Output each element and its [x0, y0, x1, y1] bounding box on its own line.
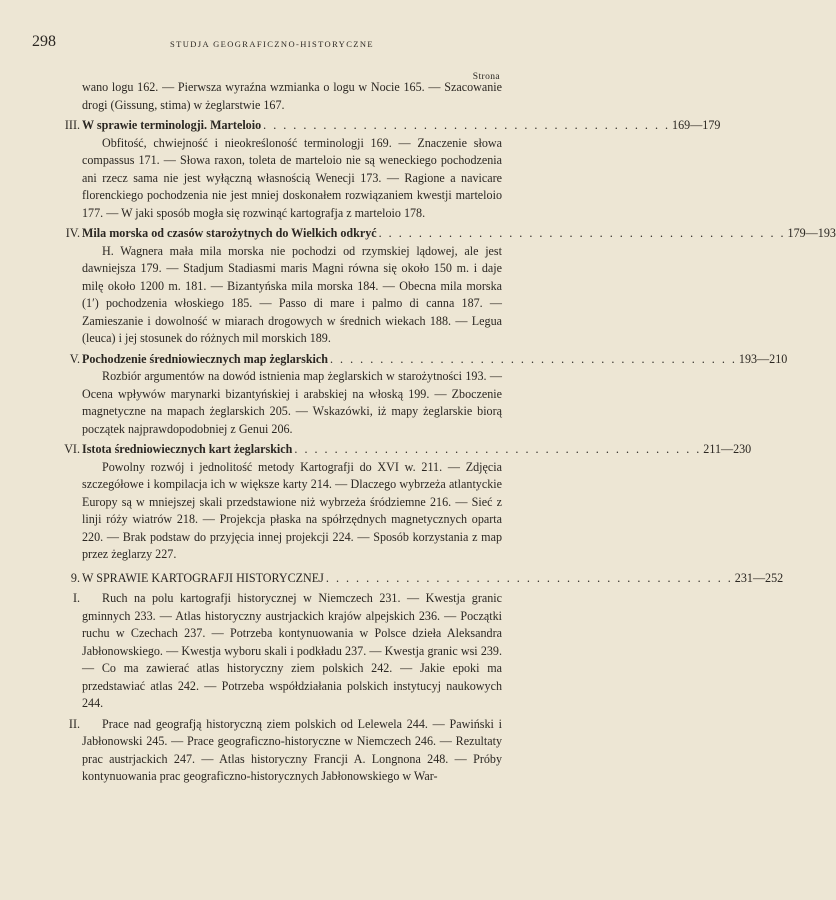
section-description: H. Wagnera mała mila morska nie pochodzi od rzymskiej lądowej, ale jest dawniejsza 179. — Stadjum Stadiasmi maris Magni równa się około 150 m. i daje milę około 1200 m. 181. — Bizantyńska mila morska 184. — Obecna mila morska (1′) pochodzenia włoskiego 185. — Passo di mare i palmo di canna 187. — Zamieszanie i dowolność w miarach drogowych w średnich wiekach 188. — Legua (leuca) i jej stosunek do różnych mil morskich 189.	[82, 243, 502, 345]
subsection-description: Prace nad geografją historyczną ziem polskich od Lelewela 244. — Pawiński i Jabłonowski 245. — Prace geograficzno-historyczne w Niemczech 246. — Rezultaty prac austrjackich 247. — Atlas historyczny Francji A. Longnona 248. — Próby kontynuowania prac geograficzno-historycznych Jabłonowskiego w War-	[82, 716, 502, 783]
section-number: VI.	[64, 442, 80, 456]
section-pages: 169—179	[672, 118, 721, 132]
section-pages: 211—230	[703, 442, 752, 456]
section-number: IV.	[65, 226, 80, 240]
section-number: V.	[69, 351, 80, 366]
section-title: Mila morska od czasów starożytnych do Wielkich odkryć	[82, 226, 377, 240]
leader-dots: . . . . . . . . . . . . . . . . . . . . . . . . . . . . . . . . . . . . . . . . .	[325, 570, 733, 585]
section-title: W sprawie terminologji. Marteloio	[82, 118, 262, 132]
chapter-number: 9.	[70, 570, 80, 585]
leader-dots: . . . . . . . . . . . . . . . . . . . . . . . . . . . . . . . . . . . . . . . . .	[378, 226, 786, 240]
section-description: Rozbiór argumentów na dowód istnienia map żeglarskich w starożytności 193. — Ocena wpływów marynarki bizantyńskiej i arabskiej na włoską 199. — Zboczenie magnetyczne na mapach żeglarskich 205. — Wskazówki, iż mapy żeglarskie biorą początek najprawdopodobniej z Genui 206.	[82, 369, 502, 436]
leader-dots: . . . . . . . . . . . . . . . . . . . . . . . . . . . . . . . . . . . . . . . . .	[294, 442, 702, 456]
leader-dots: . . . . . . . . . . . . . . . . . . . . . . . . . . . . . . . . . . . . . . . . .	[330, 351, 737, 366]
running-title: STUDJA GEOGRAFICZNO-HISTORYCZNE	[169, 39, 375, 49]
toc-section-iii	[52, 117, 721, 222]
subsection-number: II.	[68, 716, 80, 731]
section-description: Obfitość, chwiejność i nieokreśloność terminologji 169. — Znaczenie słowa compassus 171. — Słowa raxon, toleta de marteloio nie są weneckiego pochodzenia ani rzecz sama nie jest wyłączną własnością Wenecji 173. — Ragione a navicare florenckiego pochodzenia nie jest mniej doskonałem rozwiązaniem kwestji marteloio 177. — W jaki sposób mogła się rozwinąć kartografja z marteloio 178.	[82, 135, 502, 220]
subsection-number: I.	[72, 591, 80, 605]
toc-section-v	[52, 351, 788, 439]
section-title: Pochodzenie średniowiecznych map żeglarskich	[82, 351, 328, 366]
toc-subsection-i	[52, 590, 502, 713]
section-pages: 193—210	[738, 351, 788, 366]
section-description: Powolny rozwój i jednolitość metody Kartografji do XVI w. 211. — Zdjęcia szczegółowe i kompilacja ich w większe karty 214. — Dlaczego wybrzeża atlantyckie Europy są w mniejszej skali przedstawione niż wybrzeża śródziemne 216. — Sieć z linji róży wiatrów 218. — Projekcja płaska na spółrzędnych magnetycznych oparta 220. — Brak podstaw do przyjęcia innej projekcji 224. — Sposób korzystania z map przez żeglarzy 227.	[82, 459, 502, 561]
table-of-contents	[52, 79, 836, 786]
page-column-label: Strona	[472, 72, 500, 82]
section-number: III.	[64, 118, 80, 132]
toc-section-vi	[52, 441, 752, 564]
page-header	[32, 33, 512, 51]
chapter-title: W SPRAWIE KARTOGRAFJI HISTORYCZNEJ	[82, 570, 324, 585]
section-title: Istota średniowiecznych kart żeglarskich	[82, 442, 293, 456]
page-number: 298	[32, 33, 56, 50]
toc-chapter-9	[52, 570, 784, 588]
section-pages: 179—193	[787, 226, 836, 240]
continued-entry-text: wano logu 162. — Pierwsza wyraźna wzmianka o logu w Nocie 165. — Szacowanie drogi (Gissung, stima) w żeglarstwie 167.	[82, 80, 502, 112]
chapter-pages: 231—252	[734, 570, 784, 585]
toc-subsection-ii	[52, 716, 502, 786]
toc-section-iv	[52, 225, 836, 348]
leader-dots: . . . . . . . . . . . . . . . . . . . . . . . . . . . . . . . . . . . . . . . . .	[263, 118, 671, 132]
subsection-description: Ruch na polu kartografji historycznej w Niemczech 231. — Kwestja granic gminnych 233. — Atlas historyczny austrjackich krajów alpejskich 236. — Początki ruchu w Czechach 237. — Potrzeba kontynuowania w Polsce dzieła Aleksandra Jabłonowskiego. — Kwestja wyboru skali i podkładu 237. — Kwestja granic wsi 239. — Co ma zawierać atlas historyczny ziem polskich 242. — Jakie epoki ma przedstawiać atlas 242. — Potrzeba współdziałania polskich instytucyj naukowych 244.	[82, 591, 502, 710]
